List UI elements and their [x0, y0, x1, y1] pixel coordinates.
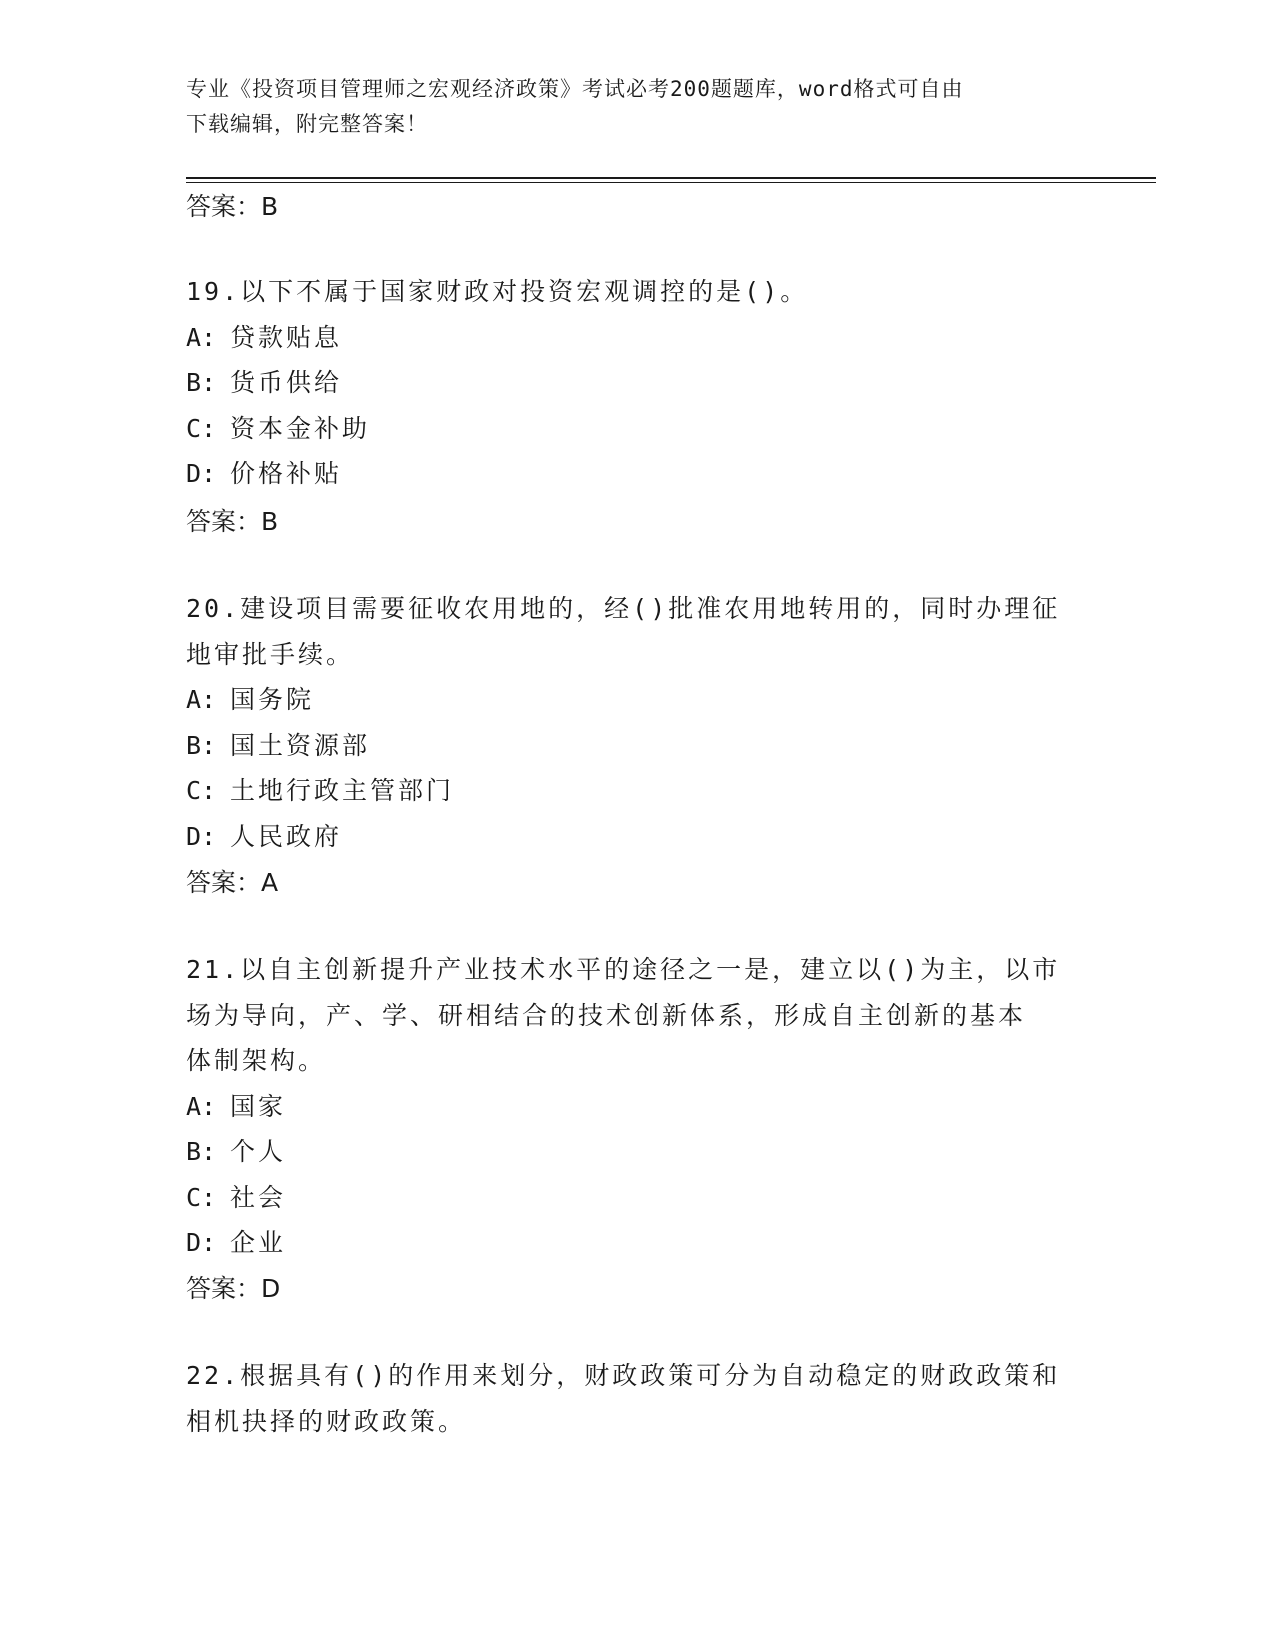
option-text: 国土资源部 — [230, 730, 371, 760]
question-text-line: 场为导向，产、学、研相结合的技术创新体系，形成自主创新的基本 — [186, 1000, 1027, 1030]
option-text: 土地行政主管部门 — [230, 776, 455, 805]
option-a — [186, 315, 1076, 361]
question-text-line: 22.根据具有()的作用来划分，财政政策可分为自动稳定的财政政策和 — [186, 1361, 1061, 1390]
question-21 — [186, 947, 1076, 1266]
option-d — [186, 451, 1076, 497]
option-text: 价格补贴 — [230, 459, 343, 488]
question-text-line: 地审批手续。 — [186, 639, 355, 669]
option-letter: D: — [186, 1228, 217, 1257]
option-letter: B: — [186, 368, 217, 397]
option-text: 货币供给 — [230, 368, 343, 397]
option-text: 企业 — [230, 1228, 287, 1257]
answer-line: 答案：D — [186, 1274, 281, 1303]
option-letter: A: — [186, 1091, 217, 1121]
option-letter: C: — [186, 1182, 217, 1212]
answer-line: 答案：B — [186, 507, 279, 536]
answer-line: 答案：B — [186, 192, 279, 221]
option-text: 社会 — [230, 1182, 287, 1212]
header-line-1: 专业《投资项目管理师之宏观经济政策》考试必考200题题库，word格式可自由 — [186, 77, 964, 101]
header-divider — [186, 177, 1156, 179]
option-d — [186, 1220, 1076, 1266]
question-text-line: 体制架构。 — [186, 1046, 327, 1075]
option-letter: A: — [186, 685, 217, 714]
option-letter: D: — [186, 459, 217, 488]
option-text: 国家 — [230, 1091, 287, 1121]
question-text-line: 20.建设项目需要征收农用地的，经()批准农用地转用的，同时办理征 — [186, 594, 1061, 623]
option-letter: B: — [186, 1137, 217, 1166]
answer-line: 答案：A — [186, 868, 279, 897]
option-c — [186, 1175, 1076, 1221]
option-letter: C: — [186, 776, 217, 805]
option-b — [186, 723, 1076, 769]
question-text-line: 21.以自主创新提升产业技术水平的途径之一是，建立以()为主，以市 — [186, 955, 1061, 984]
option-text: 资本金补助 — [230, 413, 371, 443]
option-c — [186, 768, 1076, 814]
option-d — [186, 814, 1076, 860]
question-19 — [186, 269, 1076, 497]
option-a — [186, 677, 1076, 723]
option-text: 国务院 — [230, 685, 315, 714]
option-text: 人民政府 — [230, 821, 343, 851]
option-b — [186, 1129, 1076, 1175]
option-text: 个人 — [230, 1137, 287, 1166]
option-letter: D: — [186, 821, 217, 851]
question-20 — [186, 586, 1076, 859]
option-c — [186, 406, 1076, 452]
option-a — [186, 1084, 1076, 1130]
document-header — [186, 72, 1066, 142]
option-letter: A: — [186, 322, 217, 352]
question-text: 19.以下不属于国家财政对投资宏观调控的是()。 — [186, 277, 809, 306]
header-divider-thin — [186, 182, 1156, 183]
option-letter: B: — [186, 730, 217, 760]
option-b — [186, 360, 1076, 406]
question-text-line: 相机抉择的财政政策。 — [186, 1406, 467, 1436]
header-line-2: 下载编辑，附完整答案！ — [186, 112, 428, 136]
question-22 — [186, 1353, 1076, 1444]
option-letter: C: — [186, 413, 217, 443]
option-text: 贷款贴息 — [230, 322, 343, 352]
